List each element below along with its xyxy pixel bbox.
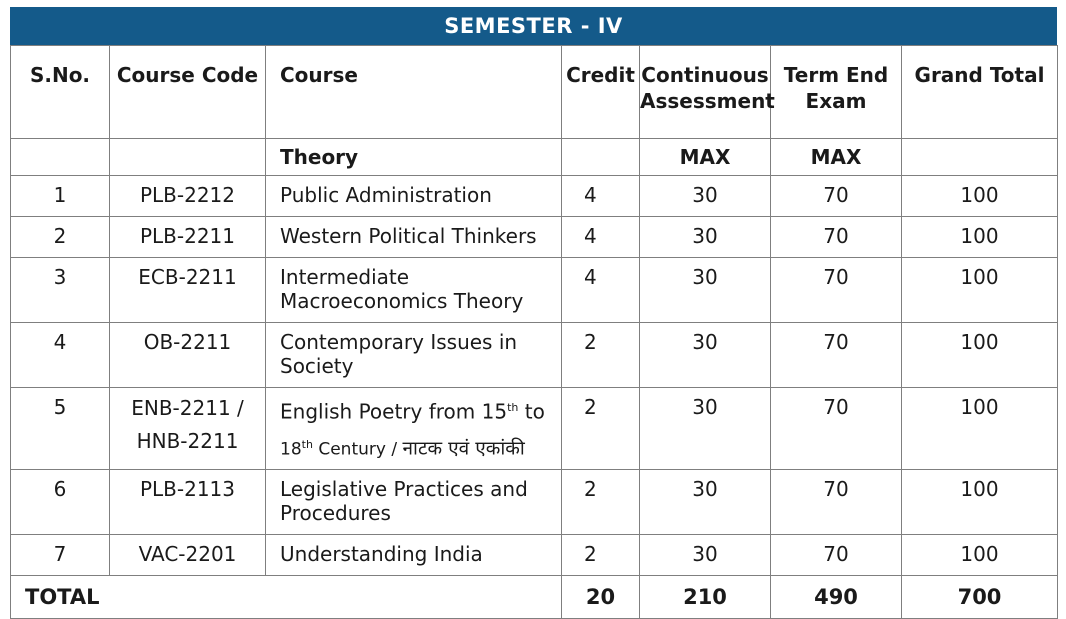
subheader-row	[11, 139, 1058, 176]
header-continuous-assessment	[640, 46, 775, 139]
header-ca-line1: Continuous	[641, 63, 769, 87]
subheader-theory: Theory	[266, 139, 562, 176]
table-row	[11, 217, 1058, 258]
header-sno: S.No.	[11, 46, 110, 139]
row-course-a-sup: th	[507, 401, 519, 414]
row-total: 100	[902, 388, 1058, 470]
header-te-line1: Term End	[783, 63, 889, 87]
row-ca: 30	[640, 323, 771, 388]
row-sno: 4	[11, 323, 110, 388]
row-te: 70	[771, 176, 902, 217]
table-row	[11, 388, 1058, 470]
subheader-te-max: MAX	[771, 139, 902, 176]
row-te: 70	[771, 535, 902, 576]
header-ca-line2: Assessment	[640, 89, 775, 113]
row-credit: 2	[562, 470, 640, 535]
row-sno: 5	[11, 388, 110, 470]
subheader-empty-credit	[562, 139, 640, 176]
row-credit: 2	[562, 323, 640, 388]
row-course-line1: Intermediate	[280, 265, 410, 289]
row-code-line1: ENB-2211 /	[131, 396, 244, 420]
row-course-b-mid: Century /	[312, 439, 403, 460]
total-row	[11, 576, 1058, 619]
row-course-b: 18	[280, 439, 302, 460]
row-total: 100	[902, 217, 1058, 258]
table-row	[11, 258, 1058, 323]
row-sno: 2	[11, 217, 110, 258]
row-credit: 2	[562, 535, 640, 576]
row-total: 100	[902, 176, 1058, 217]
row-sno: 3	[11, 258, 110, 323]
row-code: VAC-2201	[110, 535, 266, 576]
header-credit: Credit	[562, 46, 640, 139]
row-te: 70	[771, 323, 902, 388]
table-row	[11, 535, 1058, 576]
total-credit: 20	[562, 576, 640, 619]
row-code: PLB-2212	[110, 176, 266, 217]
row-course	[266, 258, 562, 323]
row-sno: 7	[11, 535, 110, 576]
table-row	[11, 323, 1058, 388]
row-ca: 30	[640, 470, 771, 535]
header-te-line2: Exam	[805, 89, 867, 113]
subheader-ca-max: MAX	[640, 139, 771, 176]
row-code: PLB-2113	[110, 470, 266, 535]
row-total: 100	[902, 535, 1058, 576]
row-course-line1: Contemporary Issues in	[280, 330, 518, 354]
row-course	[266, 323, 562, 388]
row-course-line2: Macroeconomics Theory	[280, 289, 524, 313]
row-course-a: English Poetry from 15	[280, 399, 508, 424]
table-row	[11, 470, 1058, 535]
row-credit: 4	[562, 217, 640, 258]
total-ca: 210	[640, 576, 771, 619]
total-grand: 700	[902, 576, 1058, 619]
row-credit: 4	[562, 176, 640, 217]
semester-title: SEMESTER - IV	[10, 7, 1057, 45]
header-grand-total: Grand Total	[902, 46, 1058, 139]
row-course-line2: Society	[280, 354, 354, 378]
row-te: 70	[771, 217, 902, 258]
row-ca: 30	[640, 535, 771, 576]
subheader-empty-code	[110, 139, 266, 176]
total-te: 490	[771, 576, 902, 619]
row-course: Understanding India	[266, 535, 562, 576]
row-credit: 4	[562, 258, 640, 323]
row-course: Public Administration	[266, 176, 562, 217]
row-course	[266, 470, 562, 535]
row-course-line2	[280, 425, 561, 470]
header-course: Course	[266, 46, 562, 139]
row-course-line2: Procedures	[280, 501, 391, 526]
row-course-b-hindi: नाटक एवं एकांकी	[402, 437, 525, 460]
row-code: PLB-2211	[110, 217, 266, 258]
row-sno: 6	[11, 470, 110, 535]
row-total: 100	[902, 258, 1058, 323]
row-course	[266, 388, 562, 470]
header-term-end-exam	[771, 46, 902, 139]
table-row	[11, 176, 1058, 217]
row-te: 70	[771, 388, 902, 470]
row-code	[110, 388, 266, 470]
row-te: 70	[771, 470, 902, 535]
row-ca: 30	[640, 388, 771, 470]
row-credit: 2	[562, 388, 640, 470]
total-label: TOTAL	[11, 576, 562, 619]
row-course-line1: Legislative Practices and	[280, 477, 528, 502]
header-row	[11, 46, 1058, 139]
subheader-empty-total	[902, 139, 1058, 176]
row-te: 70	[771, 258, 902, 323]
semester-table-container	[10, 7, 1057, 619]
subheader-empty-sno	[11, 139, 110, 176]
row-code: ECB-2211	[110, 258, 266, 323]
row-code: OB-2211	[110, 323, 266, 388]
row-ca: 30	[640, 217, 771, 258]
course-table	[10, 45, 1058, 619]
row-ca: 30	[640, 258, 771, 323]
row-sno: 1	[11, 176, 110, 217]
row-total: 100	[902, 323, 1058, 388]
row-total: 100	[902, 470, 1058, 535]
row-course-b-sup: th	[301, 437, 313, 451]
row-course: Western Political Thinkers	[266, 217, 562, 258]
row-course-a-end: to	[518, 399, 545, 424]
row-ca: 30	[640, 176, 771, 217]
row-code-line2: HNB-2211	[136, 429, 239, 453]
header-course-code: Course Code	[110, 46, 266, 139]
